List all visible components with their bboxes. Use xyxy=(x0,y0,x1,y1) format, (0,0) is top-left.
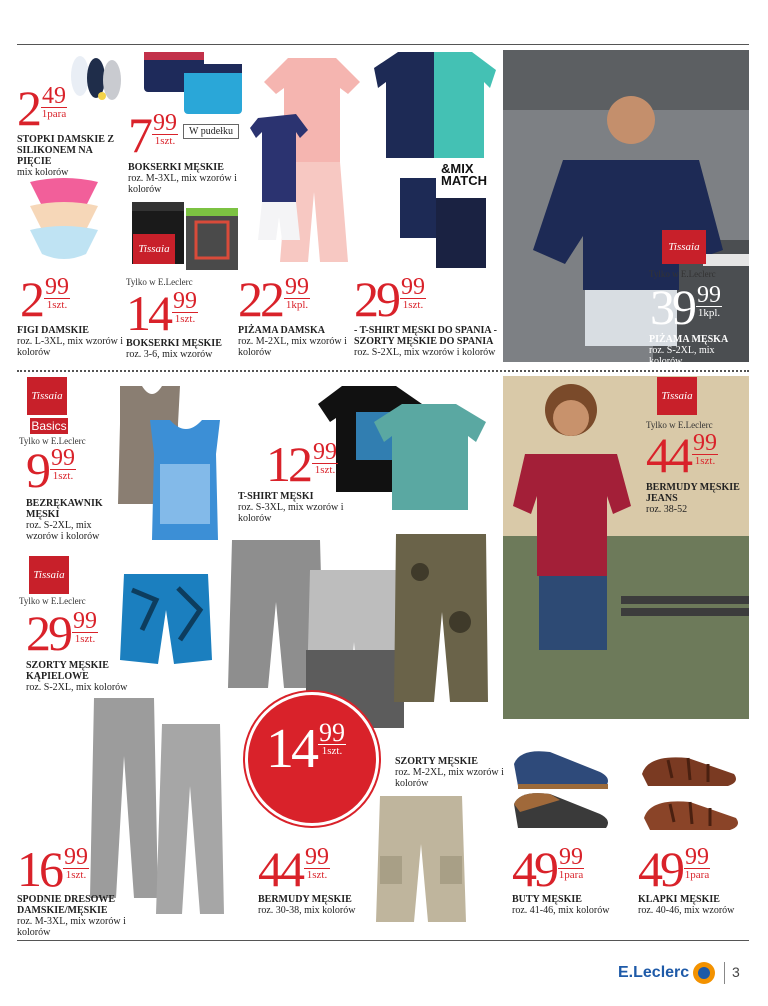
brand-logo xyxy=(618,962,715,984)
tissaia-logo-tank: Tissaia xyxy=(27,377,67,415)
bottom-divider xyxy=(17,940,749,941)
bermuda-cargo-photo xyxy=(374,794,468,928)
only-leclerc-boxers: Tylko w E.Leclerc xyxy=(126,277,193,287)
only-leclerc-tank: Tylko w E.Leclerc xyxy=(19,436,86,446)
in-box-badge: W pudełku xyxy=(183,124,239,139)
tissaia-logo-boxers: Tissaia xyxy=(133,234,175,264)
only-leclerc-pyjama-men: Tylko w E.Leclerc xyxy=(649,269,716,279)
price-pyjama-men: 39 99 1kpl. xyxy=(650,279,721,335)
label-socks: STOPKI DAMSKIE Z SILIKONEM NA PIĘCIE mix kolorów xyxy=(17,134,115,178)
leclerc-logo-icon xyxy=(693,962,715,984)
label-pyjama-women: PIŻAMA DAMSKA roz. M-2XL, mix wzorów i kolorów xyxy=(238,325,347,358)
section-divider xyxy=(17,370,749,372)
shorts-group-photo xyxy=(224,532,490,732)
brand-logo-text: E.Leclerc xyxy=(618,964,690,981)
price-tshirt: 12 99 1szt. xyxy=(266,436,337,492)
label-bermuda: BERMUDY MĘSKIE roz. 30-38, mix kolorów xyxy=(258,894,356,916)
tissaia-logo-swim: Tissaia xyxy=(29,556,69,594)
label-swim-shorts: SZORTY MĘSKIE KĄPIELOWE roz. S-2XL, mix kolorów xyxy=(26,660,128,693)
tissaia-logo-pyjama-men: Tissaia xyxy=(662,230,706,264)
tissaia-logo-jeans: Tissaia xyxy=(657,377,697,415)
label-bermuda-jeans: BERMUDY MĘSKIE JEANS roz. 38-52 xyxy=(646,482,740,515)
price-bermuda-jeans: 44 99 1szt. xyxy=(646,427,717,483)
label-tank: BEZRĘKAWNIK MĘSKI roz. S-2XL, mix wzorów i kolorów xyxy=(26,498,103,542)
socks-photo xyxy=(66,52,128,108)
price-tank: 9 99 1szt. xyxy=(26,442,75,498)
tshirt-sleep-photo xyxy=(374,48,498,270)
price-socks: 2 49 1para xyxy=(17,80,67,136)
label-shorts-circle: SZORTY MĘSKIE roz. M-2XL, mix wzorów i kolorów xyxy=(395,756,504,789)
label-sandals: KLAPKI MĘSKIE roz. 40-46, mix wzorów xyxy=(638,894,735,916)
label-joggers: SPODNIE DRESOWE DAMSKIE/MĘSKIE roz. M-3XL, mix wzorów i kolorów xyxy=(17,894,126,938)
label-boxers-box: BOKSERKI MĘSKIE roz. M-3XL, mix wzorów i kolorów xyxy=(128,162,237,195)
only-leclerc-jeans: Tylko w E.Leclerc xyxy=(646,420,713,430)
price-sandals: 49 99 1para xyxy=(638,841,710,897)
footer-separator xyxy=(724,962,725,984)
label-boxers-tissaia: BOKSERKI MĘSKIE roz. 3-6, mix wzorów xyxy=(126,338,222,360)
joggers-photo xyxy=(86,696,228,918)
page-number: 3 xyxy=(732,964,740,980)
label-pyjama-men: PIŻAMA MĘSKA roz. S-2XL, mix kolorów xyxy=(649,334,729,367)
briefs-photo xyxy=(26,176,102,262)
tank-photo xyxy=(110,384,222,544)
sandals-photo xyxy=(638,744,742,834)
price-swim-shorts: 29 99 1szt. xyxy=(26,605,97,661)
price-joggers: 16 99 1szt. xyxy=(17,841,88,897)
price-pyjama-women: 22 99 1kpl. xyxy=(238,271,309,327)
price-shorts-circle: 14 99 1szt. xyxy=(266,718,345,780)
price-shoes: 49 99 1para xyxy=(512,841,584,897)
mix-match-badge: &MIX MATCH xyxy=(441,161,487,188)
label-briefs: FIGI DAMSKIE roz. L-3XL, mix wzorów i kolorów xyxy=(17,325,124,358)
price-bermuda: 44 99 1szt. xyxy=(258,841,329,897)
price-tshirt-sleep: 29 99 1szt. xyxy=(354,271,425,327)
pyjama-women-photo xyxy=(248,52,368,270)
label-tshirt: T-SHIRT MĘSKI roz. S-3XL, mix wzorów i kolorów xyxy=(238,491,344,524)
only-leclerc-swim: Tylko w E.Leclerc xyxy=(19,596,86,606)
price-boxers-tissaia: 14 99 1szt. xyxy=(126,285,197,341)
label-shoes: BUTY MĘSKIE roz. 41-46, mix kolorów xyxy=(512,894,610,916)
basics-logo: Basics xyxy=(31,419,67,433)
swim-shorts-photo xyxy=(118,570,214,672)
top-divider xyxy=(17,44,749,45)
label-tshirt-sleep: - T-SHIRT MĘSKI DO SPANIA - SZORTY MĘSKIE DO SPANIA roz. S-2XL, mix wzorów i kolorów xyxy=(354,325,497,358)
price-boxers-box: 7 99 1szt. xyxy=(128,107,177,163)
price-briefs: 2 99 1szt. xyxy=(20,271,69,327)
shoes-photo xyxy=(510,742,614,832)
